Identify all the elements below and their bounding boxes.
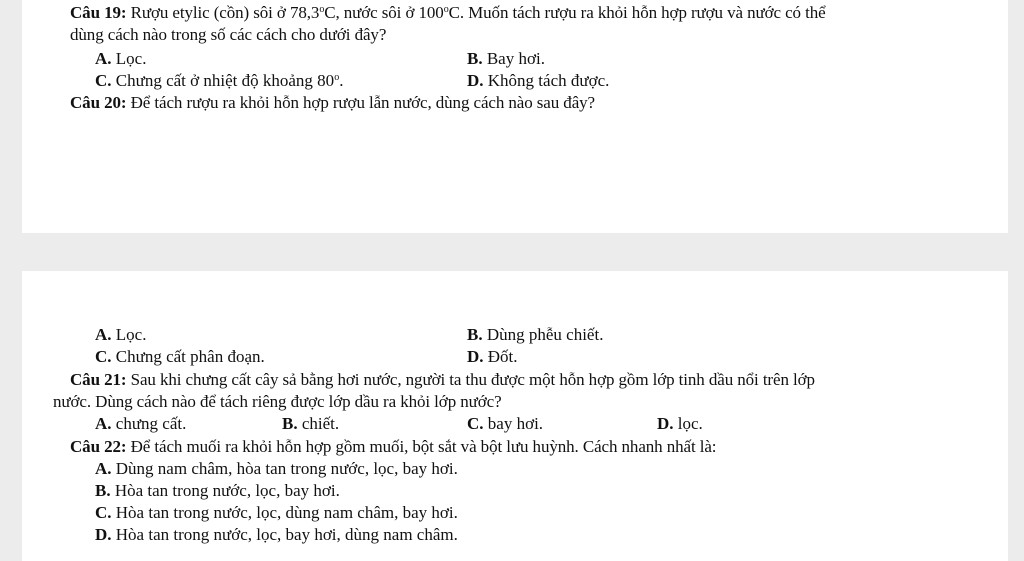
q19-number: Câu 19: xyxy=(70,3,127,22)
q21-option-c: C. bay hơi. xyxy=(467,414,544,433)
q22-stem: Câu 22: Để tách muối ra khỏi hỗn hợp gồm muối, bột sắt và bột lưu huỳnh. Cách nhanh nhất là: xyxy=(70,437,717,456)
q20-option-a: A. Lọc. xyxy=(95,325,147,344)
q21-stem-line1: Câu 21: Sau khi chưng cất cây sả bằng hơi nước, người ta thu được một hỗn hợp gồm lớp tinh dầu nổi trên lớp xyxy=(70,370,815,389)
q21-option-d: D. lọc. xyxy=(657,414,703,433)
q20-option-d: D. Đốt. xyxy=(467,347,518,366)
q21-stem-line2: nước. Dùng cách nào để tách riêng được lớp dầu ra khỏi lớp nước? xyxy=(53,392,502,411)
q22-option-b: B. Hòa tan trong nước, lọc, bay hơi. xyxy=(95,481,340,500)
q19-option-c: C. Chưng cất ở nhiệt độ khoảng 80$^o$. xyxy=(95,71,344,90)
q22-number: Câu 22: xyxy=(70,437,127,456)
document-page-top xyxy=(22,0,1008,233)
q22-option-a: A. Dùng nam châm, hòa tan trong nước, lọc, bay hơi. xyxy=(95,459,458,478)
q19-stem-line1: Câu 19: Rượu etylic (cồn) sôi ở 78,3$^o$C, nước sôi ở 100$^o$C. Muốn tách rượu ra khỏi hỗn hợp rượu và nước có thể xyxy=(70,3,826,22)
q19-option-d: D. Không tách được. xyxy=(467,71,610,90)
q20-option-b: B. Dùng phễu chiết. xyxy=(467,325,604,344)
q20-option-c: C. Chưng cất phân đoạn. xyxy=(95,347,265,366)
q21-option-b: B. chiết. xyxy=(282,414,340,433)
q19-option-b: B. Bay hơi. xyxy=(467,49,545,68)
q19-option-a: A. Lọc. xyxy=(95,49,147,68)
q22-option-d: D. Hòa tan trong nước, lọc, bay hơi, dùng nam châm. xyxy=(95,525,458,544)
q22-option-c: C. Hòa tan trong nước, lọc, dùng nam châm, bay hơi. xyxy=(95,503,458,522)
q19-stem-line2: dùng cách nào trong số các cách cho dưới đây? xyxy=(70,25,387,44)
q20-stem: Câu 20: Để tách rượu ra khỏi hỗn hợp rượu lẫn nước, dùng cách nào sau đây? xyxy=(70,93,595,112)
q21-option-a: A. chưng cất. xyxy=(95,414,187,433)
q21-number: Câu 21: xyxy=(70,370,127,389)
q20-number: Câu 20: xyxy=(70,93,127,112)
document-page-bottom xyxy=(22,271,1008,561)
